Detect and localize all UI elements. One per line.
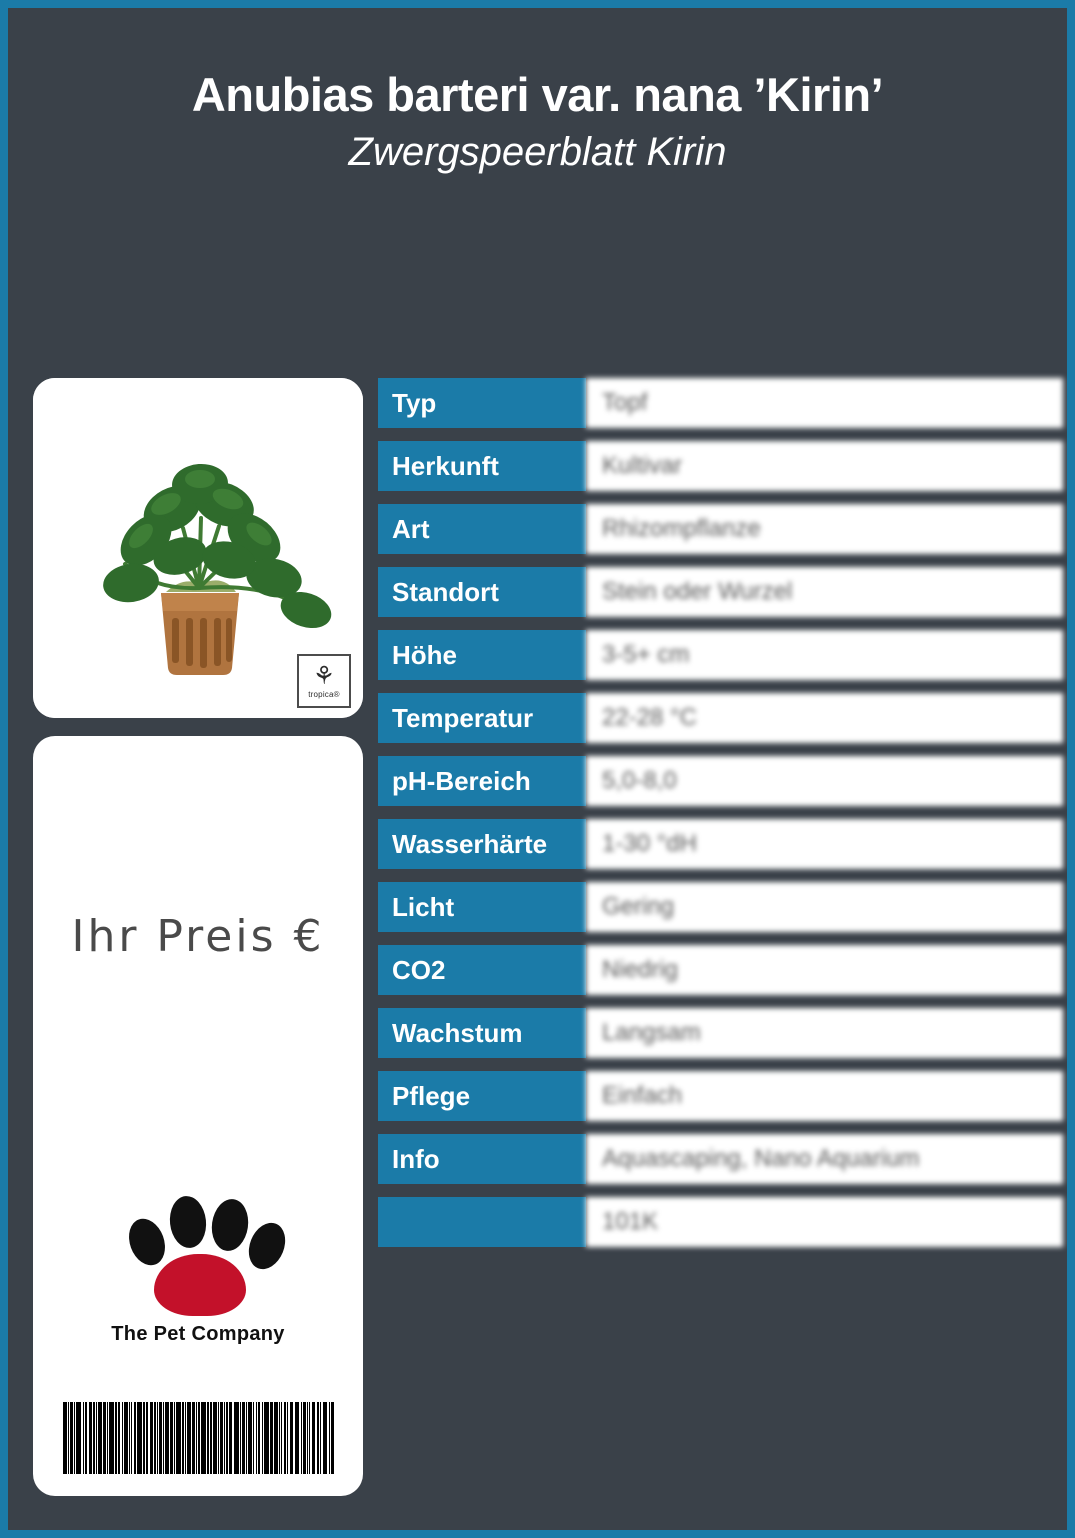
spec-value: 101K: [586, 1197, 1063, 1247]
barcode-bar: [301, 1402, 302, 1474]
barcode-bar: [270, 1402, 272, 1474]
barcode-bar: [150, 1402, 154, 1474]
spec-row: [378, 630, 1063, 680]
barcode-bar: [229, 1402, 233, 1474]
barcode-bar: [118, 1402, 120, 1474]
barcode-bar: [240, 1402, 241, 1474]
plant-photo-card: [33, 378, 363, 718]
barcode-bar: [170, 1402, 172, 1474]
barcode-bar: [93, 1402, 94, 1474]
barcode-bar: [264, 1402, 269, 1474]
spec-label: Standort: [378, 567, 586, 617]
barcode-bar: [307, 1402, 308, 1474]
barcode-bar: [279, 1402, 280, 1474]
spec-label: pH-Bereich: [378, 756, 586, 806]
barcode-bar: [331, 1402, 333, 1474]
barcode-bar: [246, 1402, 247, 1474]
barcode-bar: [63, 1402, 67, 1474]
spec-value: Langsam: [586, 1008, 1063, 1058]
barcode-bar: [68, 1402, 69, 1474]
barcode-bar: [213, 1402, 217, 1474]
barcode-bar: [107, 1402, 108, 1474]
spec-label: CO2: [378, 945, 586, 995]
header: [8, 68, 1067, 176]
barcode-bar: [323, 1402, 328, 1474]
spec-row: [378, 1008, 1063, 1058]
brand-logo: [33, 1192, 363, 1346]
spec-label: Wasserhärte: [378, 819, 586, 869]
paw-toe: [209, 1197, 252, 1254]
spec-value: Rhizompflanze: [586, 504, 1063, 554]
barcode-bar: [253, 1402, 254, 1474]
spec-value: Einfach: [586, 1071, 1063, 1121]
barcode-bar: [320, 1402, 321, 1474]
barcode-bar: [124, 1402, 128, 1474]
barcode-bar: [287, 1402, 288, 1474]
spec-value: Gering: [586, 882, 1063, 932]
brand-name: The Pet Company: [111, 1323, 285, 1345]
barcode-bar: [74, 1402, 75, 1474]
barcode-bar: [258, 1402, 260, 1474]
spec-value: Topf: [586, 378, 1063, 428]
spec-label: Herkunft: [378, 441, 586, 491]
spec-label: Höhe: [378, 630, 586, 680]
barcode-bar: [248, 1402, 252, 1474]
spec-label: Art: [378, 504, 586, 554]
barcode-bar: [165, 1402, 169, 1474]
spec-row: [378, 1197, 1063, 1247]
barcode-bar: [103, 1402, 105, 1474]
barcode-bar: [157, 1402, 158, 1474]
barcode-bar: [174, 1402, 175, 1474]
barcode-bar: [182, 1402, 183, 1474]
price-card: [33, 736, 363, 1496]
barcode-bar: [226, 1402, 227, 1474]
spec-value: 3-5+ cm: [586, 630, 1063, 680]
spec-row: [378, 504, 1063, 554]
spec-table: [378, 378, 1063, 1260]
barcode-bar: [312, 1402, 316, 1474]
barcode-bar: [329, 1402, 330, 1474]
barcode-bar: [70, 1402, 72, 1474]
barcode-bar: [198, 1402, 199, 1474]
spec-row: [378, 819, 1063, 869]
barcode-bar: [192, 1402, 194, 1474]
barcode-bar: [134, 1402, 136, 1474]
barcode-bar: [154, 1402, 155, 1474]
tropica-mark-icon: ⚘: [312, 661, 336, 690]
barcode-bar: [218, 1402, 219, 1474]
spec-row: [378, 378, 1063, 428]
barcode-bar: [146, 1402, 148, 1474]
barcode-bar: [234, 1402, 239, 1474]
barcode-bar: [210, 1402, 211, 1474]
product-barcode: [63, 1402, 335, 1474]
barcode-bar: [224, 1402, 225, 1474]
spec-value: 22-28 °C: [586, 693, 1063, 743]
spec-row: [378, 693, 1063, 743]
spec-row: [378, 567, 1063, 617]
spec-value: Kultivar: [586, 441, 1063, 491]
barcode-bar: [207, 1402, 209, 1474]
spec-row: [378, 1071, 1063, 1121]
barcode-bar: [309, 1402, 310, 1474]
page-title: Anubias barteri var. nana ’Kirin’: [191, 68, 884, 121]
barcode-bar: [317, 1402, 319, 1474]
barcode-bar: [185, 1402, 186, 1474]
spec-value: 1-30 °dH: [586, 819, 1063, 869]
spec-label: Temperatur: [378, 693, 586, 743]
spec-label: [378, 1197, 586, 1247]
barcode-bar: [129, 1402, 130, 1474]
spec-label: Pflege: [378, 1071, 586, 1121]
barcode-bar: [220, 1402, 222, 1474]
barcode-bar: [83, 1402, 84, 1474]
spec-row: [378, 441, 1063, 491]
plant-photo: [33, 378, 363, 718]
barcode-bar: [96, 1402, 97, 1474]
barcode-bar: [176, 1402, 181, 1474]
spec-row: [378, 882, 1063, 932]
spec-label: Licht: [378, 882, 586, 932]
spec-row: [378, 756, 1063, 806]
barcode-bar: [284, 1402, 286, 1474]
barcode-bar: [122, 1402, 123, 1474]
barcode-bar: [76, 1402, 81, 1474]
barcode-bar: [242, 1402, 244, 1474]
tropica-wordmark: tropica®: [308, 689, 340, 699]
barcode-bar: [196, 1402, 197, 1474]
barcode-bar: [290, 1402, 294, 1474]
barcode-bar: [115, 1402, 116, 1474]
barcode-bar: [137, 1402, 142, 1474]
paw-toe: [242, 1217, 292, 1274]
barcode-bar: [143, 1402, 144, 1474]
barcode-bar: [256, 1402, 257, 1474]
spec-value: Aquascaping, Nano Aquarium: [586, 1134, 1063, 1184]
barcode-bar: [131, 1402, 132, 1474]
barcode-bar: [89, 1402, 93, 1474]
page-subtitle: Zwergspeerblatt Kirin: [348, 130, 727, 175]
barcode-bar: [159, 1402, 161, 1474]
barcode-bar: [98, 1402, 102, 1474]
barcode-bar: [303, 1402, 305, 1474]
spec-value: Niedrig: [586, 945, 1063, 995]
barcode-bar: [274, 1402, 278, 1474]
barcode-bar: [295, 1402, 300, 1474]
spec-row: [378, 1134, 1063, 1184]
spec-row: [378, 945, 1063, 995]
spec-label: Wachstum: [378, 1008, 586, 1058]
barcode-bar: [163, 1402, 164, 1474]
spec-label: Info: [378, 1134, 586, 1184]
spec-value: 5,0-8,0: [586, 756, 1063, 806]
barcode-bar: [109, 1402, 114, 1474]
barcode-bar: [262, 1402, 263, 1474]
spec-label: Typ: [378, 378, 586, 428]
price-label: Ihr Preis €: [71, 911, 325, 962]
barcode-bar: [281, 1402, 282, 1474]
paw-icon: [108, 1192, 288, 1317]
barcode-bar: [187, 1402, 191, 1474]
paw-pad: [154, 1254, 246, 1316]
tropica-logo: [297, 654, 351, 708]
paw-toe: [123, 1214, 171, 1271]
spec-value: Stein oder Wurzel: [586, 567, 1063, 617]
paw-toe: [167, 1194, 208, 1249]
barcode-bar: [201, 1402, 206, 1474]
barcode-bar: [85, 1402, 87, 1474]
